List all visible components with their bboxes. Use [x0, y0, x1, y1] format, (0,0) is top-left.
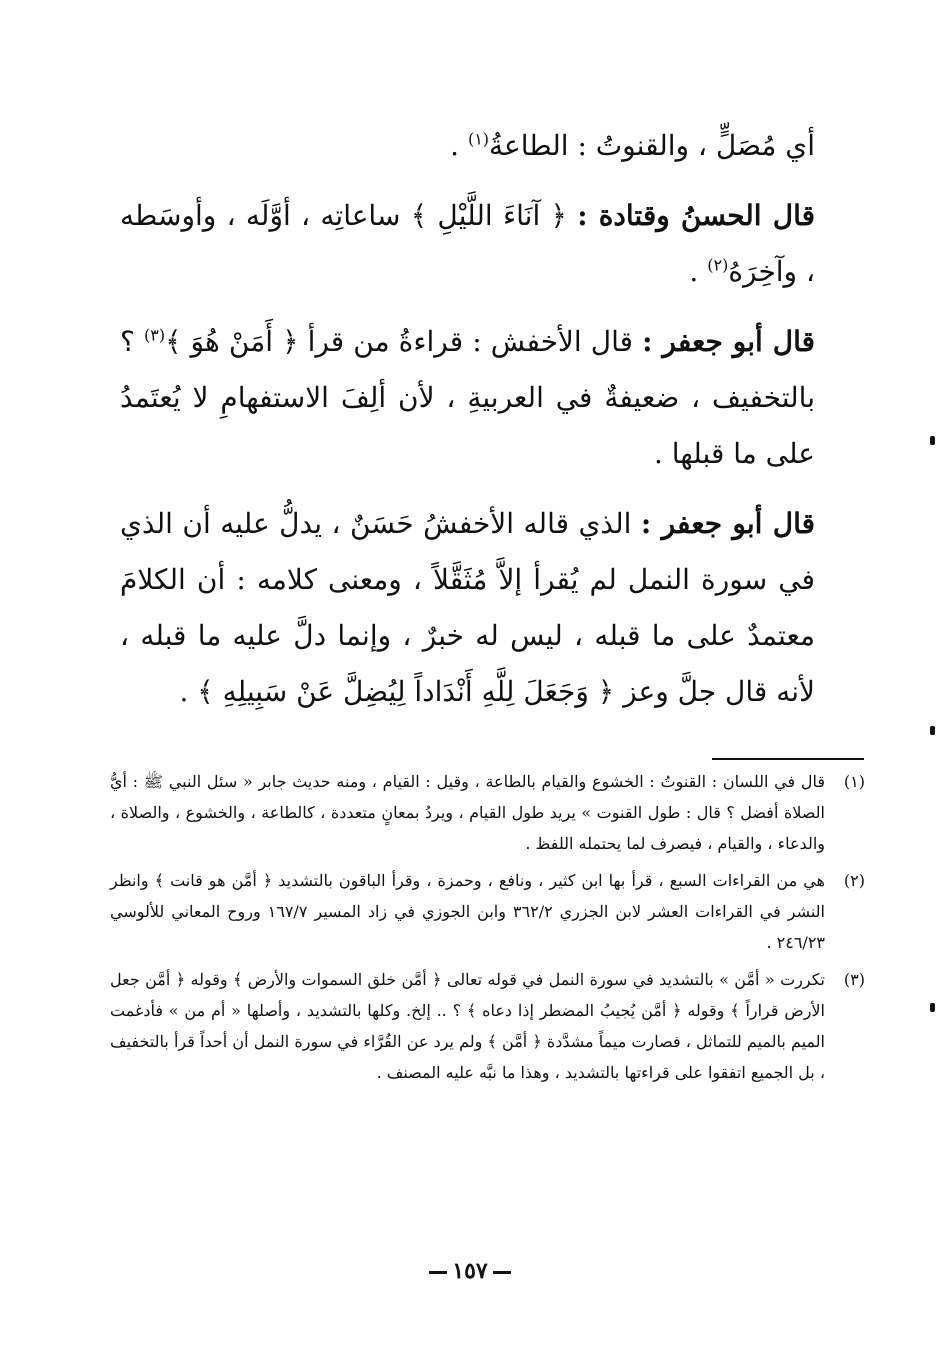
- footnote-text: هي من القراءات السبع ، قرأ بها ابن كثير ، ونافع ، وحمزة ، وقرأ الباقون بالتشديد ﴿ أمَّن هو قانت ﴾ وانظر النشر في القراءات العشر لابن الجزري ٣٦٢/٢ وابن الجوزي في زاد المسير ١٦٧/٧ وروح المعاني للألوسي ٢٤٦/٢٣ .: [110, 871, 825, 952]
- footnote-reference: (١): [467, 129, 490, 149]
- dash-decoration: [429, 1271, 447, 1274]
- paragraph-4: [120, 496, 815, 720]
- speaker-label: قال الحسنُ وقتادة :: [577, 199, 815, 232]
- footnote-3: [110, 964, 865, 1088]
- paragraph-3: [120, 314, 815, 482]
- main-text: [120, 118, 815, 734]
- speaker-label: قال أبو جعفر :: [640, 507, 815, 540]
- footnote-1: [110, 766, 865, 859]
- paragraph-text: .: [450, 129, 468, 162]
- footnote-number: (٢): [843, 871, 865, 890]
- footnotes: [110, 766, 865, 1094]
- page-number-value: ١٥٧: [452, 1258, 488, 1284]
- speaker-label: قال أبو جعفر :: [642, 325, 816, 358]
- paragraph-text: ﴿ آنَاءَ اللَّيْلِ ﴾ ساعاتِه ، أوَّلَه ، وأوسَطه ، وآخِرَهُ: [120, 199, 815, 288]
- scan-edge-mark: [930, 1003, 935, 1012]
- page-number: [420, 1258, 520, 1284]
- scan-edge-mark: [930, 436, 935, 445]
- scan-edge-mark: [930, 726, 935, 735]
- paragraph-2: [120, 188, 815, 300]
- paragraph-text: أي مُصَلٍّ ، والقنوتُ : الطاعةُ: [489, 129, 815, 162]
- dash-decoration: [493, 1271, 511, 1274]
- footnote-text: تكررت « أمَّن » بالتشديد في سورة النمل في قوله تعالى ﴿ أمَّن خلق السموات والأرض ﴾ وقوله ﴿ أمَّن جعل الأرض قراراً ﴾ وقوله ﴿ أمَّن يُجيبُ المضطر إذا دعاه ﴾ ؟ .. إلخ. وكلها بالتشديد ، وأصلها « أم من » فأدغمت الميم بالميم للتماثل ، فصارت ميماً مشدَّدة ﴿ أمَّن ﴾ ولم يرد عن القُرَّاء في سورة النمل أن أحداً قرأ بالتخفيف ، بل الجميع اتفقوا على قراءتها بالتشديد ، وهذا ما نبَّه عليه المصنف .: [110, 970, 825, 1082]
- paragraph-1: [120, 118, 815, 174]
- paragraph-text: قال الأخفش : قراءةُ من قرأ ﴿ أَمَنْ هُوَ ﴾: [165, 325, 643, 358]
- footnote-number: (١): [843, 772, 865, 791]
- paragraph-text: ؟ بالتخفيف ، ضعيفةٌ في العربيةِ ، لأن ألِفَ الاستفهامِ لا يُعتَمدُ على ما قبلها .: [120, 325, 815, 470]
- paragraph-text: .: [689, 255, 708, 288]
- footnote-separator: [712, 758, 864, 760]
- footnote-text: قال في اللسان : القنوتُ : الخشوع والقيام بالطاعة ، وقيل : القيام ، ومنه حديث جابر « سئل النبي ﷺ : أيُّ الصلاة أفضل ؟ قال : طول القنوت » يريد طول القيام ، ويردُ بمعانٍ متعددة ، كالطاعة ، والخشوع ، والصلاة ، والدعاء ، والقيام ، فيصرف لما يحتمله اللفظ .: [110, 772, 826, 853]
- footnote-2: [110, 865, 865, 958]
- footnote-reference: (٢): [707, 255, 729, 275]
- footnote-number: (٣): [843, 970, 865, 989]
- paragraph-text: الذي قاله الأخفشُ حَسَنٌ ، يدلُّ عليه أن الذي في سورة النمل لم يُقرأ إلاَّ مُثَقَّلاً ، ومعنى كلامه : أن الكلامَ معتمدٌ على ما قبله ، ليس له خبرٌ ، وإنما دلَّ عليه ما قبله ، لأنه قال جلَّ وعز ﴿ وَجَعَلَ لِلَّهِ أَنْدَاداً لِيُضِلَّ عَنْ سَبِيلِهِ ﴾ .: [120, 507, 815, 708]
- footnote-reference: (٣): [143, 325, 166, 345]
